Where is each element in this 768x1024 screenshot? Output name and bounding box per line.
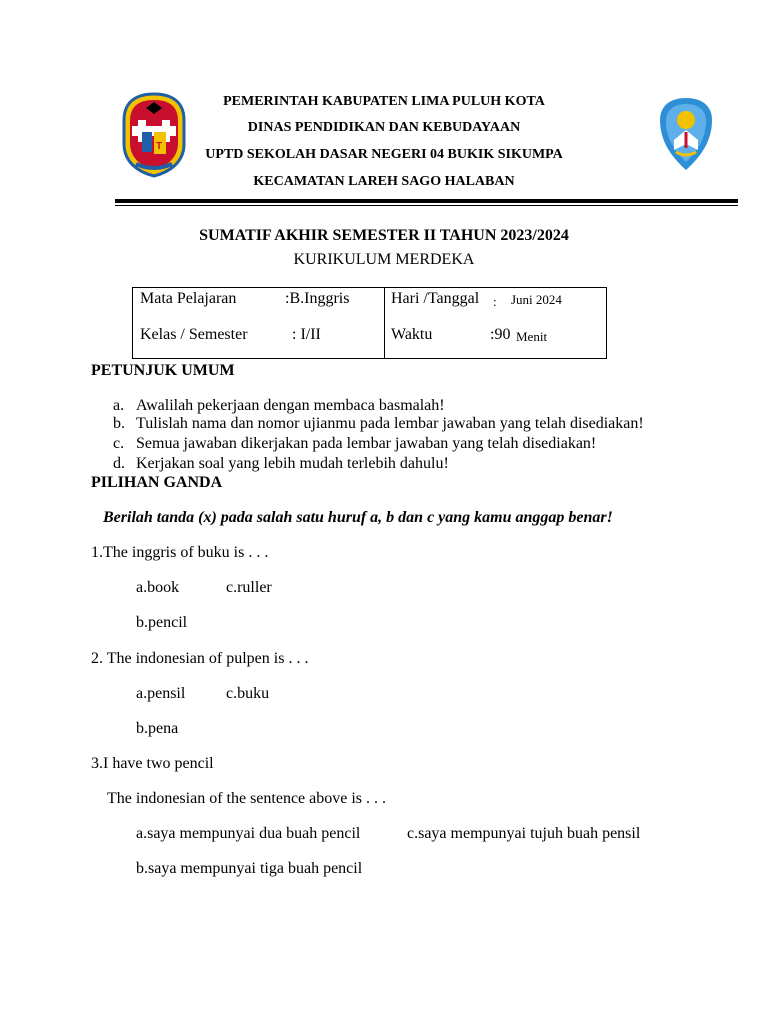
header-divider-thick [115,199,738,203]
question-2: 2. The indonesian of pulpen is . . . [91,650,309,667]
multiple-choice-heading: PILIHAN GANDA [91,474,223,491]
instruction-marker: b. [113,415,125,432]
time-unit: Menit [516,329,548,344]
multiple-choice-directive: Berilah tanda (x) pada salah satu huruf a, b dan c yang kamu anggap benar! [103,509,613,526]
question-3-option-c: c.saya mempunyai tujuh buah pensil [407,825,641,842]
header-line-school: UPTD SEKOLAH DASAR NEGERI 04 BUKIK SIKUMPA [205,147,563,162]
date-value: Juni 2024 [511,292,562,307]
question-1-option-b: b.pencil [136,614,188,631]
question-2-option-a: a.pensil [136,685,186,702]
svg-text:T: T [156,141,163,152]
question-1: 1.The inggris of buku is . . . [91,544,269,561]
question-2-option-c: c.buku [226,685,270,702]
question-3-prompt: The indonesian of the sentence above is . . . [107,790,387,807]
question-3-option-b: b.saya mempunyai tiga buah pencil [136,860,363,877]
curriculum-subtitle: KURIKULUM MERDEKA [293,251,475,268]
table-divider [384,288,385,358]
subject-label: Mata Pelajaran [140,290,237,307]
subject-value: :B.Inggris [285,290,350,307]
instruction-marker: a. [113,397,125,414]
header-line-department: DINAS PENDIDIKAN DAN KEBUDAYAAN [247,120,521,135]
question-2-option-b: b.pena [136,720,179,737]
instruction-text: Semua jawaban dikerjakan pada lembar jawaban yang telah disediakan! [136,435,597,452]
class-value: : I/II [292,326,321,343]
exam-info-table [132,287,607,359]
time-label: Waktu [391,326,433,343]
header-divider-thin [115,205,738,206]
instruction-text: Awalilah pekerjaan dengan membaca basmalah! [136,397,445,414]
instruction-text: Kerjakan soal yang lebih mudah terlebih dahulu! [136,455,449,472]
header-line-district: KECAMATAN LAREH SAGO HALABAN [253,174,515,189]
date-colon: : [493,294,497,309]
instructions-heading: PETUNJUK UMUM [91,362,235,379]
instruction-text: Tulislah nama dan nomor ujianmu pada lembar jawaban yang telah disediakan! [136,415,644,432]
class-label: Kelas / Semester [140,326,248,343]
time-value: :90 [490,326,511,343]
question-3-option-a: a.saya mempunyai dua buah pencil [136,825,361,842]
exam-title: SUMATIF AKHIR SEMESTER II TAHUN 2023/2024 [199,227,569,244]
question-1-option-a: a.book [136,579,180,596]
question-1-option-c: c.ruller [226,579,272,596]
header-line-government: PEMERINTAH KABUPATEN LIMA PULUH KOTA [223,94,545,109]
question-3: 3.I have two pencil [91,755,214,772]
date-label: Hari /Tanggal [391,290,480,307]
instruction-marker: c. [113,435,125,452]
instruction-marker: d. [113,455,125,472]
